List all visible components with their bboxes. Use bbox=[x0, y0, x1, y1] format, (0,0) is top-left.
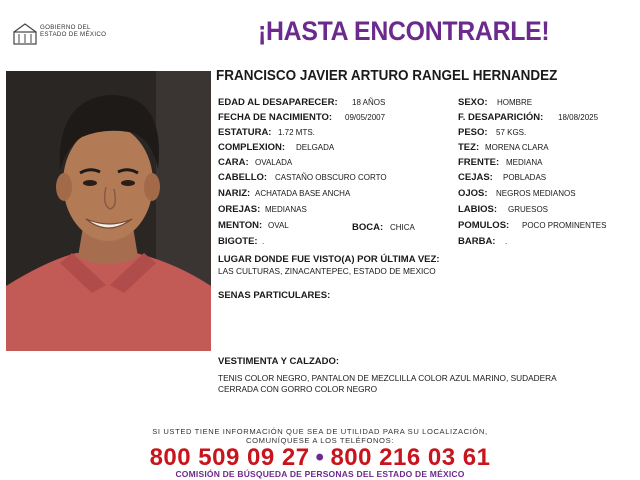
tez-value: MORENA CLARA bbox=[485, 143, 549, 152]
banner-title: ¡HASTA ENCONTRARLE! bbox=[258, 16, 550, 46]
labios-value: GRUESOS bbox=[508, 205, 549, 214]
missing-person-photo bbox=[6, 71, 211, 351]
fecha-nacimiento-value: 09/05/2007 bbox=[345, 113, 386, 122]
clothing-line-2: CERRADA CON GORRO COLOR NEGRO bbox=[218, 384, 378, 394]
state-logo-text bbox=[40, 24, 106, 38]
cabello-label: CABELLO: bbox=[218, 172, 268, 183]
peso-label: PESO: bbox=[458, 127, 488, 138]
frente-value: MEDIANA bbox=[506, 158, 543, 167]
fecha-desaparicion-label: F. DESAPARICIÓN: bbox=[458, 112, 544, 123]
orejas-value: MEDIANAS bbox=[265, 205, 307, 214]
menton-value: OVAL bbox=[268, 221, 289, 230]
phone-number-1[interactable]: 800 509 09 27 bbox=[149, 444, 310, 471]
phone-separator: • bbox=[315, 444, 325, 471]
menton-label: MENTON: bbox=[218, 220, 263, 231]
person-name: FRANCISCO JAVIER ARTURO RANGEL HERNANDEZ bbox=[216, 68, 558, 84]
last-seen-title: LUGAR DONDE FUE VISTO(A) POR ÚLTIMA VEZ: bbox=[218, 254, 440, 265]
nariz-value: ACHATADA BASE ANCHA bbox=[255, 189, 351, 198]
clothing-title: VESTIMENTA Y CALZADO: bbox=[218, 356, 340, 367]
cabello-value: CASTAÑO OBSCURO CORTO bbox=[275, 173, 387, 182]
logo-line-2: ESTADO DE MÉXICO bbox=[40, 31, 107, 38]
cara-label: CARA: bbox=[218, 157, 249, 168]
pomulos-label: POMULOS: bbox=[458, 220, 510, 231]
cejas-value: POBLADAS bbox=[503, 173, 547, 182]
logo-line-1: GOBIERNO DEL bbox=[40, 24, 91, 31]
nariz-label: NARIZ: bbox=[218, 188, 251, 199]
state-crest-icon bbox=[12, 22, 38, 46]
sexo-value: HOMBRE bbox=[497, 98, 533, 107]
fecha-desaparicion-value: 18/08/2025 bbox=[558, 113, 599, 122]
barba-label: BARBA: bbox=[458, 236, 496, 247]
phone-numbers bbox=[0, 444, 640, 472]
clothing-line-1: TENIS COLOR NEGRO, PANTALON DE MEZCLILLA COLOR AZUL MARINO, SUDADERA bbox=[218, 373, 557, 383]
estatura-value: 1.72 MTS. bbox=[278, 128, 315, 137]
contact-info-line-1: SI USTED TIENE INFORMACIÓN QUE SEA DE UTILIDAD PARA SU LOCALIZACIÓN, bbox=[152, 427, 488, 436]
sexo-label: SEXO: bbox=[458, 97, 488, 108]
tez-label: TEZ: bbox=[458, 142, 480, 153]
contact-info-line-2: COMUNÍQUESE A LOS TELÉFONOS: bbox=[246, 436, 394, 445]
pomulos-value: POCO PROMINENTES bbox=[522, 221, 607, 230]
peso-value: 57 KGS. bbox=[496, 128, 527, 137]
boca-value: CHICA bbox=[390, 223, 415, 232]
ojos-value: NEGROS MEDIANOS bbox=[496, 189, 576, 198]
last-seen-text: LAS CULTURAS, ZINACANTEPEC, ESTADO DE MEXICO bbox=[218, 266, 436, 276]
complexion-label: COMPLEXION: bbox=[218, 142, 286, 153]
orejas-label: OREJAS: bbox=[218, 204, 261, 215]
cara-value: OVALADA bbox=[255, 158, 293, 167]
complexion-value: DELGADA bbox=[296, 143, 335, 152]
bigote-value: . bbox=[262, 237, 265, 246]
edad-value: 18 AÑOS bbox=[352, 98, 386, 107]
boca-label: BOCA: bbox=[352, 222, 384, 233]
phone-number-2[interactable]: 800 216 03 61 bbox=[330, 444, 491, 471]
commission-footer: COMISIÓN DE BÚSQUEDA DE PERSONAS DEL ESTADO DE MÉXICO bbox=[175, 469, 465, 479]
edad-label: EDAD AL DESAPARECER: bbox=[218, 97, 338, 108]
frente-label: FRENTE: bbox=[458, 157, 500, 168]
cejas-label: CEJAS: bbox=[458, 172, 493, 183]
bigote-label: BIGOTE: bbox=[218, 236, 258, 247]
ojos-label: OJOS: bbox=[458, 188, 488, 199]
fecha-nacimiento-label: FECHA DE NACIMIENTO: bbox=[218, 112, 332, 123]
barba-value: . bbox=[505, 237, 508, 246]
estatura-label: ESTATURA: bbox=[218, 127, 272, 138]
senas-particulares-title: SENAS PARTICULARES: bbox=[218, 290, 331, 301]
labios-label: LABIOS: bbox=[458, 204, 498, 215]
